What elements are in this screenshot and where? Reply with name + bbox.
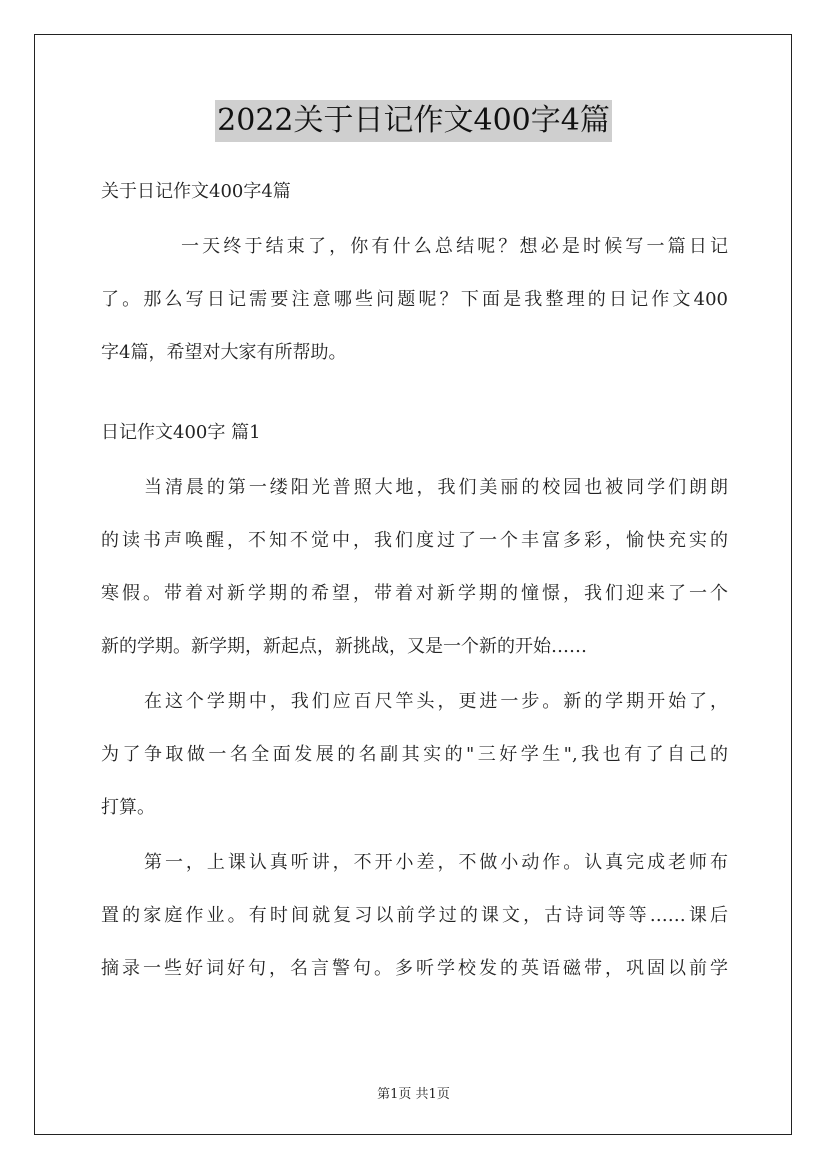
section-heading: 日记作文400字 篇1 bbox=[101, 422, 261, 443]
document-body bbox=[101, 178, 728, 1010]
page-footer: 第1页 共1页 bbox=[377, 1087, 450, 1102]
paragraph-line: 摘录一些好词好句，名言警句。多听学校发的英语磁带，巩固以前学 bbox=[101, 958, 728, 979]
document-title: 2022关于日记作文400字4篇 bbox=[215, 100, 612, 142]
intro-line: 一天终于结束了，你有什么总结呢？想必是时候写一篇日记 bbox=[181, 236, 728, 257]
paragraph-2 bbox=[101, 688, 728, 822]
paragraph-line: 的读书声唤醒，不知不觉中，我们度过了一个丰富多彩，愉快充实的 bbox=[101, 530, 728, 551]
paragraph-line: 打算。 bbox=[101, 797, 155, 818]
paragraph-line: 第一，上课认真听讲，不开小差，不做小动作。认真完成老师布 bbox=[144, 852, 728, 873]
intro-line: 字4篇，希望对大家有所帮助。 bbox=[101, 342, 347, 363]
intro-line: 了。那么写日记需要注意哪些问题呢？下面是我整理的日记作文400 bbox=[101, 289, 728, 310]
paragraph-line: 当清晨的第一缕阳光普照大地，我们美丽的校园也被同学们朗朗 bbox=[144, 477, 728, 498]
paragraph-line: 寒假。带着对新学期的希望，带着对新学期的憧憬，我们迎来了一个 bbox=[101, 583, 728, 604]
paragraph-line: 在这个学期中，我们应百尺竿头，更进一步。新的学期开始了， bbox=[144, 691, 728, 712]
intro-paragraph bbox=[101, 233, 728, 367]
document-subtitle: 关于日记作文400字4篇 bbox=[101, 181, 291, 202]
paragraph-line: 新的学期。新学期，新起点，新挑战，又是一个新的开始…… bbox=[101, 636, 587, 657]
paragraph-line: 为了争取做一名全面发展的名副其实的"三好学生",我也有了自己的 bbox=[101, 744, 728, 765]
title-container bbox=[0, 100, 827, 142]
paragraph-line: 置的家庭作业。有时间就复习以前学过的课文，古诗词等等……课后 bbox=[101, 905, 728, 926]
paragraph-3 bbox=[101, 849, 728, 983]
paragraph-1 bbox=[101, 474, 728, 661]
